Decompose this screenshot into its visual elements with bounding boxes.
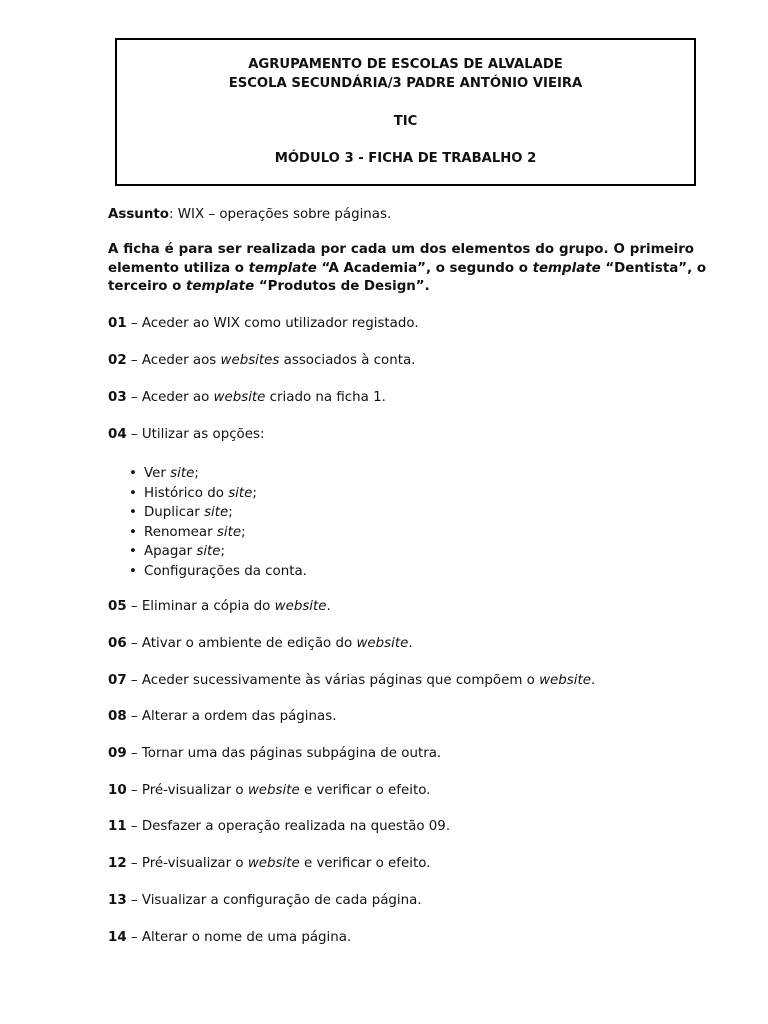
bullet-icon: • [129, 563, 137, 579]
task-13: 13 – Visualizar a configuração de cada página. [108, 893, 422, 908]
subject-title: TIC [393, 114, 418, 129]
task-07: 07 – Aceder sucessivamente às várias páginas que compõem o website. [108, 673, 596, 688]
task-03: 03 – Aceder ao website criado na ficha 1. [108, 390, 386, 405]
task-02: 02 – Aceder aos websites associados à conta. [108, 353, 416, 368]
school-group-title: AGRUPAMENTO DE ESCOLAS DE ALVALADE [248, 57, 563, 72]
task-14: 14 – Alterar o nome de uma página. [108, 930, 352, 945]
list-item: • Configurações da conta. [108, 562, 307, 582]
task-12: 12 – Pré-visualizar o website e verificar o efeito. [108, 856, 431, 871]
task-10: 10 – Pré-visualizar o website e verificar o efeito. [108, 783, 431, 798]
task-04: 04 – Utilizar as opções: [108, 427, 265, 442]
worksheet-title: MÓDULO 3 - FICHA DE TRABALHO 2 [274, 151, 537, 166]
subject-text: : WIX – operações sobre páginas. [168, 207, 392, 222]
instructions-row-3: terceiro o template “Produtos de Design”. [108, 279, 430, 294]
instructions-row-2: elemento utiliza o template “A Academia”, o segundo o template “Dentista”, o [108, 260, 707, 276]
subject-line [108, 207, 694, 222]
options-list [108, 464, 307, 581]
subject-label: Assunto [108, 207, 169, 222]
bullet-icon: • [129, 466, 137, 481]
task-08: 08 – Alterar a ordem das páginas. [108, 709, 337, 724]
list-item: • Duplicar site; [108, 503, 307, 523]
bullet-icon: • [129, 544, 137, 559]
list-item: • Apagar site; [108, 542, 307, 562]
list-item: • Renomear site; [108, 523, 307, 543]
document-header [115, 38, 696, 186]
school-name: ESCOLA SECUNDÁRIA/3 PADRE ANTÓNIO VIEIRA [228, 76, 583, 91]
bullet-icon: • [129, 485, 137, 501]
task-09: 09 – Tornar uma das páginas subpágina de outra. [108, 746, 442, 761]
list-item: • Ver site; [108, 464, 307, 484]
task-06: 06 – Ativar o ambiente de edição do website. [108, 636, 413, 651]
task-01: 01 – Aceder ao WIX como utilizador registado. [108, 316, 419, 331]
list-item: • Histórico do site; [108, 484, 307, 504]
instructions-paragraph [108, 241, 707, 297]
instructions-row-1: A ficha é para ser realizada por cada um dos elementos do grupo. O primeiro [108, 242, 694, 257]
task-11: 11 – Desfazer a operação realizada na questão 09. [108, 819, 451, 834]
bullet-icon: • [129, 505, 137, 520]
task-05: 05 – Eliminar a cópia do website. [108, 599, 331, 614]
bullet-icon: • [129, 524, 137, 540]
